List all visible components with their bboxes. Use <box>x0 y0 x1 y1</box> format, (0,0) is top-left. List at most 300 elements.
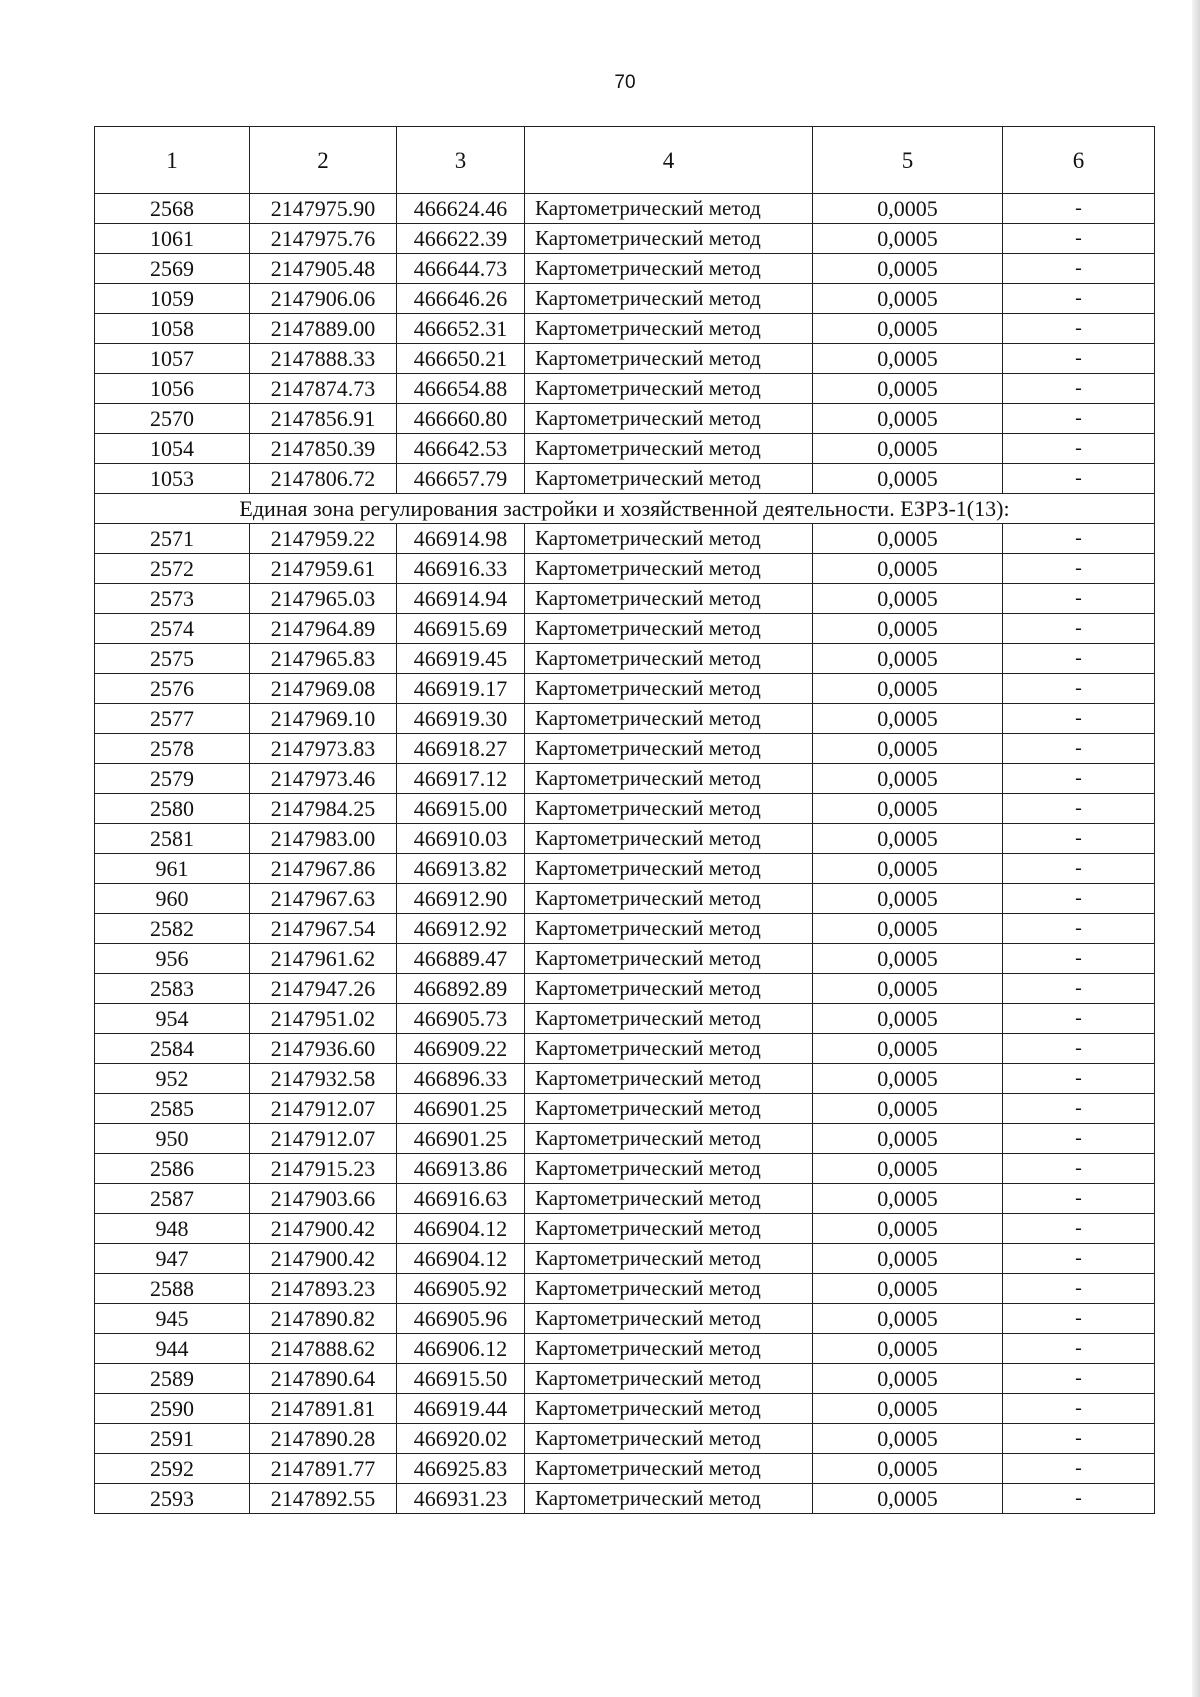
table-cell: 2147983.00 <box>250 824 397 854</box>
table-row <box>95 1154 1155 1184</box>
table-cell: Картометрический метод <box>525 344 813 374</box>
table-cell: Картометрический метод <box>525 734 813 764</box>
table-cell: 0,0005 <box>813 1334 1003 1364</box>
table-cell: 2147889.00 <box>250 314 397 344</box>
table-cell: - <box>1003 974 1155 1004</box>
table-row <box>95 284 1155 314</box>
table-cell: - <box>1003 254 1155 284</box>
table-cell: 2586 <box>95 1154 250 1184</box>
table-row <box>95 644 1155 674</box>
table-cell: Картометрический метод <box>525 1004 813 1034</box>
table-row <box>95 944 1155 974</box>
table-cell: 466904.12 <box>397 1214 525 1244</box>
table-cell: Картометрический метод <box>525 674 813 704</box>
table-cell: 2147975.90 <box>250 194 397 224</box>
table-cell: 2147936.60 <box>250 1034 397 1064</box>
table-cell: 466912.92 <box>397 914 525 944</box>
table-cell: Картометрический метод <box>525 1484 813 1514</box>
table-cell: 466913.86 <box>397 1154 525 1184</box>
table-cell: - <box>1003 344 1155 374</box>
table-row <box>95 614 1155 644</box>
table-cell: 2590 <box>95 1394 250 1424</box>
coordinates-table <box>94 126 1155 1514</box>
table-cell: 0,0005 <box>813 1154 1003 1184</box>
table-row <box>95 764 1155 794</box>
table-cell: 0,0005 <box>813 1484 1003 1514</box>
table-cell: 466913.82 <box>397 854 525 884</box>
table-cell: Картометрический метод <box>525 194 813 224</box>
section-row <box>95 494 1155 524</box>
table-row <box>95 854 1155 884</box>
table-cell: 466896.33 <box>397 1064 525 1094</box>
table-cell: 0,0005 <box>813 1124 1003 1154</box>
table-cell: 2147912.07 <box>250 1124 397 1154</box>
table-row <box>95 1124 1155 1154</box>
table-cell: 466652.31 <box>397 314 525 344</box>
table-row <box>95 1034 1155 1064</box>
table-cell: Картометрический метод <box>525 1454 813 1484</box>
table-cell: 2583 <box>95 974 250 1004</box>
table-cell: 2589 <box>95 1364 250 1394</box>
table-cell: 2572 <box>95 554 250 584</box>
table-row <box>95 1304 1155 1334</box>
table-row <box>95 884 1155 914</box>
table-cell: Картометрический метод <box>525 1244 813 1274</box>
page-number: 70 <box>614 72 636 93</box>
table-cell: - <box>1003 1184 1155 1214</box>
table-row <box>95 1334 1155 1364</box>
table-cell: - <box>1003 704 1155 734</box>
table-cell: 2577 <box>95 704 250 734</box>
section-title: Единая зона регулирования застройки и хозяйственной деятельности. ЕЗРЗ-1(13): <box>95 494 1155 524</box>
table-cell: - <box>1003 524 1155 554</box>
column-header: 6 <box>1003 127 1155 194</box>
table-cell: 0,0005 <box>813 1304 1003 1334</box>
table-cell: 2147893.23 <box>250 1274 397 1304</box>
table-cell: 0,0005 <box>813 554 1003 584</box>
column-header: 4 <box>525 127 813 194</box>
table-cell: Картометрический метод <box>525 974 813 1004</box>
table-cell: 466915.69 <box>397 614 525 644</box>
table-cell: 466916.63 <box>397 1184 525 1214</box>
table-cell: 466904.12 <box>397 1244 525 1274</box>
table-row <box>95 1424 1155 1454</box>
table-cell: Картометрический метод <box>525 464 813 494</box>
table-cell: - <box>1003 1334 1155 1364</box>
table-cell: 0,0005 <box>813 944 1003 974</box>
table-cell: 466919.45 <box>397 644 525 674</box>
table-cell: - <box>1003 944 1155 974</box>
table-cell: - <box>1003 1244 1155 1274</box>
table-cell: 0,0005 <box>813 824 1003 854</box>
table-cell: 466660.80 <box>397 404 525 434</box>
table-cell: 466915.00 <box>397 794 525 824</box>
table-row <box>95 1274 1155 1304</box>
table-cell: Картометрический метод <box>525 1214 813 1244</box>
table-cell: Картометрический метод <box>525 224 813 254</box>
table-cell: Картометрический метод <box>525 314 813 344</box>
table-cell: - <box>1003 1454 1155 1484</box>
table-cell: Картометрический метод <box>525 824 813 854</box>
table-cell: 466912.90 <box>397 884 525 914</box>
table-cell: - <box>1003 1214 1155 1244</box>
table-cell: 1056 <box>95 374 250 404</box>
table-row <box>95 1214 1155 1244</box>
table-cell: Картометрический метод <box>525 1304 813 1334</box>
table-cell: 2147900.42 <box>250 1244 397 1274</box>
table-cell: 466920.02 <box>397 1424 525 1454</box>
table-cell: - <box>1003 554 1155 584</box>
table-cell: 0,0005 <box>813 1454 1003 1484</box>
table-cell: 0,0005 <box>813 794 1003 824</box>
table-cell: 2591 <box>95 1424 250 1454</box>
table-cell: - <box>1003 914 1155 944</box>
table-cell: 2147961.62 <box>250 944 397 974</box>
table-cell: 2147900.42 <box>250 1214 397 1244</box>
table-cell: 0,0005 <box>813 374 1003 404</box>
table-cell: 1061 <box>95 224 250 254</box>
table-cell: 2585 <box>95 1094 250 1124</box>
table-cell: Картометрический метод <box>525 914 813 944</box>
table-cell: Картометрический метод <box>525 284 813 314</box>
table-cell: Картометрический метод <box>525 944 813 974</box>
table-cell: 2569 <box>95 254 250 284</box>
table-cell: 0,0005 <box>813 614 1003 644</box>
table-cell: 0,0005 <box>813 1034 1003 1064</box>
table-cell: - <box>1003 854 1155 884</box>
table-cell: 2147891.81 <box>250 1394 397 1424</box>
table-cell: 2571 <box>95 524 250 554</box>
table-cell: - <box>1003 674 1155 704</box>
table-cell: 466909.22 <box>397 1034 525 1064</box>
table-cell: 954 <box>95 1004 250 1034</box>
table-cell: 952 <box>95 1064 250 1094</box>
table-cell: - <box>1003 1064 1155 1094</box>
table-cell: 0,0005 <box>813 1424 1003 1454</box>
table-cell: - <box>1003 734 1155 764</box>
table-cell: 0,0005 <box>813 914 1003 944</box>
table-cell: Картометрический метод <box>525 584 813 614</box>
table-cell: 2576 <box>95 674 250 704</box>
table-cell: - <box>1003 1124 1155 1154</box>
table-cell: - <box>1003 1154 1155 1184</box>
table-row <box>95 1004 1155 1034</box>
table-cell: 466901.25 <box>397 1094 525 1124</box>
table-cell: 466644.73 <box>397 254 525 284</box>
table-cell: 2588 <box>95 1274 250 1304</box>
table-cell: 2147959.22 <box>250 524 397 554</box>
table-row <box>95 1364 1155 1394</box>
table-row <box>95 254 1155 284</box>
table-cell: 2147912.07 <box>250 1094 397 1124</box>
table-cell: 2584 <box>95 1034 250 1064</box>
table-cell: 2147890.64 <box>250 1364 397 1394</box>
table-cell: 2593 <box>95 1484 250 1514</box>
table-cell: 950 <box>95 1124 250 1154</box>
table-cell: Картометрический метод <box>525 644 813 674</box>
table-cell: 2147969.08 <box>250 674 397 704</box>
table-cell: Картометрический метод <box>525 1154 813 1184</box>
table-cell: - <box>1003 434 1155 464</box>
table-cell: 0,0005 <box>813 1274 1003 1304</box>
table-cell: Картометрический метод <box>525 524 813 554</box>
table-cell: 0,0005 <box>813 1244 1003 1274</box>
table-cell: 0,0005 <box>813 704 1003 734</box>
table-cell: 2592 <box>95 1454 250 1484</box>
table-cell: 2147984.25 <box>250 794 397 824</box>
table-cell: Картометрический метод <box>525 854 813 884</box>
table-cell: Картометрический метод <box>525 764 813 794</box>
table-cell: 2580 <box>95 794 250 824</box>
table-cell: - <box>1003 614 1155 644</box>
table-cell: - <box>1003 1034 1155 1064</box>
table-cell: 466657.79 <box>397 464 525 494</box>
table-row <box>95 344 1155 374</box>
table-cell: 466917.12 <box>397 764 525 794</box>
table-cell: 960 <box>95 884 250 914</box>
table-cell: 466892.89 <box>397 974 525 1004</box>
table-cell: - <box>1003 1274 1155 1304</box>
table-cell: 2147905.48 <box>250 254 397 284</box>
table-row <box>95 794 1155 824</box>
table-cell: 1057 <box>95 344 250 374</box>
table-cell: Картометрический метод <box>525 1124 813 1154</box>
table-cell: 0,0005 <box>813 1064 1003 1094</box>
table-cell: 2147874.73 <box>250 374 397 404</box>
table-row <box>95 1094 1155 1124</box>
table-cell: 0,0005 <box>813 254 1003 284</box>
table-row <box>95 434 1155 464</box>
table-row <box>95 1454 1155 1484</box>
table-cell: 2147967.54 <box>250 914 397 944</box>
table-cell: - <box>1003 374 1155 404</box>
table-cell: 466650.21 <box>397 344 525 374</box>
column-header: 5 <box>813 127 1003 194</box>
table-cell: 0,0005 <box>813 464 1003 494</box>
table-cell: 466642.53 <box>397 434 525 464</box>
table-cell: 0,0005 <box>813 884 1003 914</box>
table-cell: 2147969.10 <box>250 704 397 734</box>
table-cell: Картометрический метод <box>525 1274 813 1304</box>
table-cell: Картометрический метод <box>525 554 813 584</box>
table-cell: 0,0005 <box>813 854 1003 884</box>
table-cell: - <box>1003 764 1155 794</box>
table-cell: Картометрический метод <box>525 1364 813 1394</box>
table-cell: - <box>1003 1394 1155 1424</box>
table-cell: 466919.17 <box>397 674 525 704</box>
table-cell: 0,0005 <box>813 434 1003 464</box>
table-cell: 0,0005 <box>813 1094 1003 1124</box>
table-row <box>95 734 1155 764</box>
table-cell: 0,0005 <box>813 764 1003 794</box>
table-row <box>95 194 1155 224</box>
table-cell: 0,0005 <box>813 314 1003 344</box>
table-cell: 2579 <box>95 764 250 794</box>
table-cell: 2147975.76 <box>250 224 397 254</box>
table-cell: 0,0005 <box>813 194 1003 224</box>
table-cell: Картометрический метод <box>525 374 813 404</box>
table-cell: 0,0005 <box>813 284 1003 314</box>
table-cell: 466654.88 <box>397 374 525 404</box>
table-cell: - <box>1003 194 1155 224</box>
table-row <box>95 674 1155 704</box>
table-cell: 2147973.83 <box>250 734 397 764</box>
table-cell: 0,0005 <box>813 1184 1003 1214</box>
table-cell: - <box>1003 1484 1155 1514</box>
table-cell: 2147850.39 <box>250 434 397 464</box>
table-cell: 2568 <box>95 194 250 224</box>
table-row <box>95 404 1155 434</box>
table-cell: Картометрический метод <box>525 1064 813 1094</box>
table-cell: Картометрический метод <box>525 794 813 824</box>
table-cell: 0,0005 <box>813 1394 1003 1424</box>
column-header: 1 <box>95 127 250 194</box>
table-cell: Картометрический метод <box>525 254 813 284</box>
table-cell: 466914.94 <box>397 584 525 614</box>
table-cell: 1054 <box>95 434 250 464</box>
table-row <box>95 974 1155 1004</box>
table-row <box>95 524 1155 554</box>
table-cell: - <box>1003 884 1155 914</box>
table-cell: - <box>1003 1094 1155 1124</box>
table-cell: Картометрический метод <box>525 884 813 914</box>
table-cell: 466918.27 <box>397 734 525 764</box>
table-cell: 466919.44 <box>397 1394 525 1424</box>
table-cell: Картометрический метод <box>525 614 813 644</box>
table-cell: - <box>1003 1364 1155 1394</box>
table-cell: Картометрический метод <box>525 404 813 434</box>
table-cell: 947 <box>95 1244 250 1274</box>
table-cell: - <box>1003 584 1155 614</box>
table-cell: 2582 <box>95 914 250 944</box>
table-cell: 2147903.66 <box>250 1184 397 1214</box>
table-cell: 961 <box>95 854 250 884</box>
table-cell: 466646.26 <box>397 284 525 314</box>
table-row <box>95 584 1155 614</box>
table-cell: 0,0005 <box>813 344 1003 374</box>
table-cell: 2147856.91 <box>250 404 397 434</box>
table-cell: 0,0005 <box>813 584 1003 614</box>
table-cell: 0,0005 <box>813 734 1003 764</box>
table-cell: 2147967.86 <box>250 854 397 884</box>
table-cell: 2581 <box>95 824 250 854</box>
table-cell: 944 <box>95 1334 250 1364</box>
table-cell: Картометрический метод <box>525 1334 813 1364</box>
table-cell: 0,0005 <box>813 1004 1003 1034</box>
table-cell: 2147967.63 <box>250 884 397 914</box>
table-cell: Картометрический метод <box>525 1394 813 1424</box>
table-row <box>95 1184 1155 1214</box>
table-cell: 466624.46 <box>397 194 525 224</box>
table-cell: Картометрический метод <box>525 1184 813 1214</box>
table-row <box>95 824 1155 854</box>
table-row <box>95 704 1155 734</box>
table-cell: 466622.39 <box>397 224 525 254</box>
table-cell: - <box>1003 404 1155 434</box>
table-cell: 2147973.46 <box>250 764 397 794</box>
table-cell: 466915.50 <box>397 1364 525 1394</box>
table-cell: 0,0005 <box>813 644 1003 674</box>
table-cell: 2147915.23 <box>250 1154 397 1184</box>
table-cell: 2578 <box>95 734 250 764</box>
table-cell: 2147890.28 <box>250 1424 397 1454</box>
table-cell: Картометрический метод <box>525 704 813 734</box>
table-row <box>95 554 1155 584</box>
table-row <box>95 1244 1155 1274</box>
table-cell: 466925.83 <box>397 1454 525 1484</box>
table-cell: 2147965.83 <box>250 644 397 674</box>
column-header: 3 <box>397 127 525 194</box>
table-cell: 0,0005 <box>813 404 1003 434</box>
table-cell: 0,0005 <box>813 1364 1003 1394</box>
table-cell: 2147888.62 <box>250 1334 397 1364</box>
table-cell: 945 <box>95 1304 250 1334</box>
table-cell: 2147890.82 <box>250 1304 397 1334</box>
table-cell: - <box>1003 644 1155 674</box>
table-cell: Картометрический метод <box>525 1094 813 1124</box>
table-cell: 466910.03 <box>397 824 525 854</box>
table-cell: - <box>1003 284 1155 314</box>
table-cell: 2147906.06 <box>250 284 397 314</box>
table-cell: 0,0005 <box>813 524 1003 554</box>
table-cell: 948 <box>95 1214 250 1244</box>
table-cell: 2147932.58 <box>250 1064 397 1094</box>
table-cell: 1058 <box>95 314 250 344</box>
table-cell: Картометрический метод <box>525 1034 813 1064</box>
table-cell: 466901.25 <box>397 1124 525 1154</box>
table-cell: - <box>1003 1304 1155 1334</box>
table-cell: 2147806.72 <box>250 464 397 494</box>
table-cell: 466914.98 <box>397 524 525 554</box>
table-cell: Картометрический метод <box>525 434 813 464</box>
table-cell: 0,0005 <box>813 224 1003 254</box>
table-cell: 2147947.26 <box>250 974 397 1004</box>
table-row <box>95 464 1155 494</box>
table-cell: 466919.30 <box>397 704 525 734</box>
table-row <box>95 224 1155 254</box>
table-cell: 466905.96 <box>397 1304 525 1334</box>
table-cell: 2147951.02 <box>250 1004 397 1034</box>
table-row <box>95 1394 1155 1424</box>
table-header-row <box>95 127 1155 194</box>
table-cell: 2147965.03 <box>250 584 397 614</box>
table-cell: 466905.92 <box>397 1274 525 1304</box>
table-cell: 2147892.55 <box>250 1484 397 1514</box>
table-cell: 466905.73 <box>397 1004 525 1034</box>
table-cell: - <box>1003 224 1155 254</box>
table-cell: 2587 <box>95 1184 250 1214</box>
table-row <box>95 374 1155 404</box>
table-cell: 956 <box>95 944 250 974</box>
table-row <box>95 1064 1155 1094</box>
table-cell: 2147959.61 <box>250 554 397 584</box>
table-cell: 466889.47 <box>397 944 525 974</box>
table-cell: 2147891.77 <box>250 1454 397 1484</box>
table-cell: 466916.33 <box>397 554 525 584</box>
table-cell: 1053 <box>95 464 250 494</box>
table-cell: 2574 <box>95 614 250 644</box>
table-cell: 2575 <box>95 644 250 674</box>
table-cell: 2147888.33 <box>250 344 397 374</box>
table-cell: 466906.12 <box>397 1334 525 1364</box>
table-cell: 466931.23 <box>397 1484 525 1514</box>
table-row <box>95 914 1155 944</box>
table-cell: 0,0005 <box>813 674 1003 704</box>
table-cell: - <box>1003 1424 1155 1454</box>
table-cell: - <box>1003 464 1155 494</box>
table-cell: 0,0005 <box>813 974 1003 1004</box>
table-cell: Картометрический метод <box>525 1424 813 1454</box>
